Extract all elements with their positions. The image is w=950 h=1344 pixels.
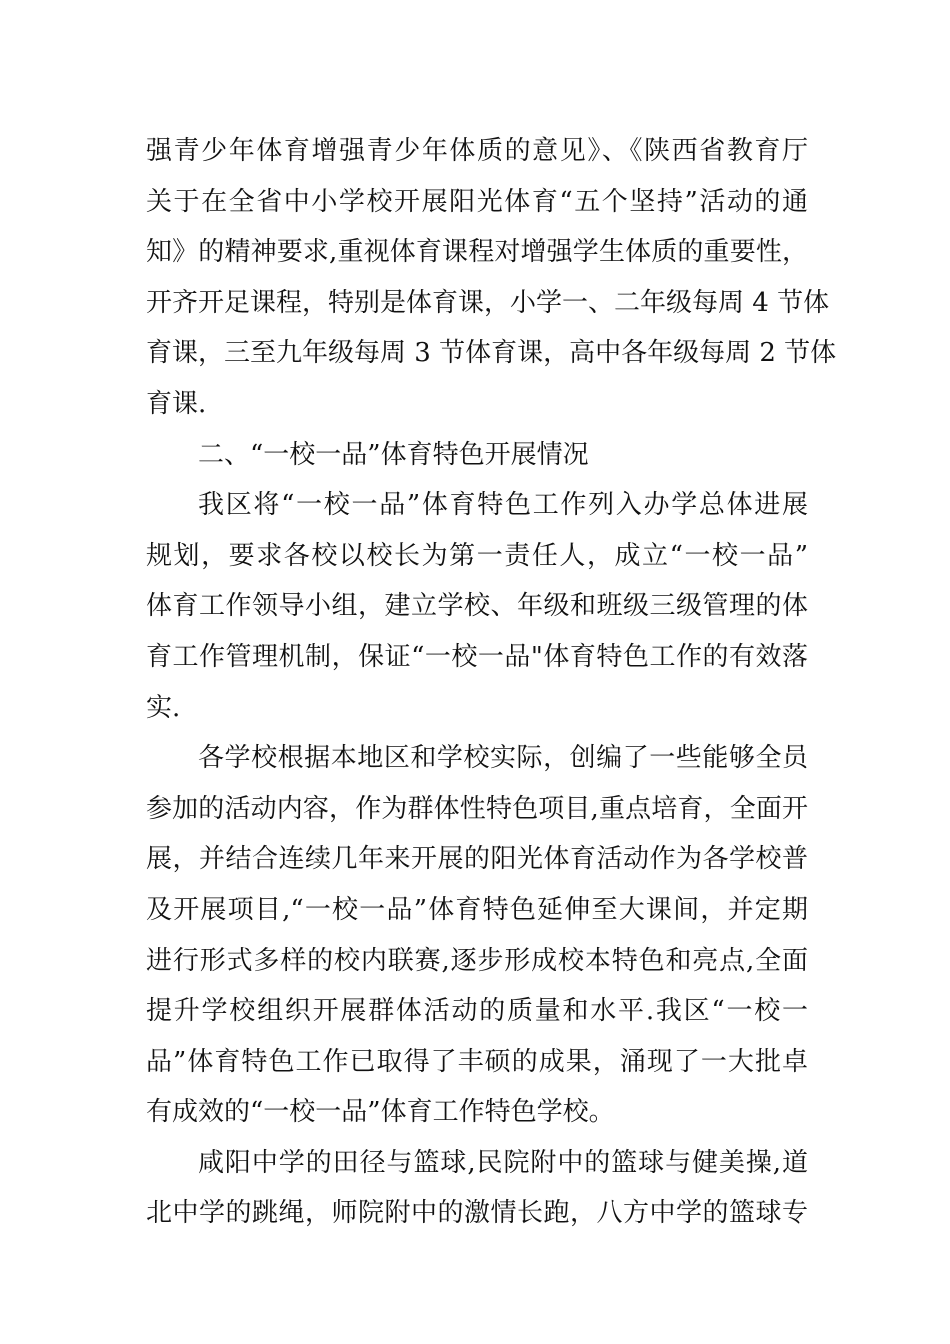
text-line: 参加的活动内容，作为群体性特色项目,重点培育，全面开	[146, 793, 808, 824]
text-line: 实.	[146, 692, 181, 723]
text-line: 育课.	[146, 388, 207, 419]
text-line: 进行形式多样的校内联赛,逐步形成校本特色和亮点,全面	[146, 945, 808, 976]
text-line: 提升学校组织开展群体活动的质量和水平.我区“一校一	[146, 996, 808, 1027]
text-line: 知》的精神要求,重视体育课程对增强学生体质的重要性，	[146, 237, 808, 268]
text-line: 展，并结合连续几年来开展的阳光体育活动作为各学校普	[146, 844, 808, 875]
text-line: 规划，要求各校以校长为第一责任人，成立“一校一品”	[146, 540, 808, 571]
text-line: 体育工作领导小组，建立学校、年级和班级三级管理的体	[146, 591, 808, 622]
text-line: 育课，三至九年级每周 3 节体育课，高中各年级每周 2 节体	[146, 338, 837, 369]
text-line: 及开展项目,“一校一品”体育特色延伸至大课间，并定期	[146, 894, 808, 925]
text-line: 各学校根据本地区和学校实际，创编了一些能够全员	[198, 743, 808, 774]
text-line: 开齐开足课程，特别是体育课，小学一、二年级每周 4 节体	[146, 287, 830, 318]
text-line: 育工作管理机制，保证“一校一品"体育特色工作的有效落	[146, 641, 808, 672]
text-line: 我区将“一校一品”体育特色工作列入办学总体进展	[198, 490, 808, 521]
text-line: 品”体育特色工作已取得了丰硕的成果，涌现了一大批卓	[146, 1046, 808, 1077]
text-line: 咸阳中学的田径与篮球,民院附中的篮球与健美操,道	[198, 1147, 808, 1178]
text-line: 北中学的跳绳，师院附中的激情长跑，八方中学的篮球专	[146, 1198, 808, 1229]
document-body	[146, 126, 837, 1239]
text-line: 关于在全省中小学校开展阳光体育“五个坚持”活动的通	[146, 186, 808, 217]
text-line: 强青少年体育增强青少年体质的意见》、《陕西省教育厅	[146, 136, 808, 166]
text-line: 有成效的“一校一品”体育工作特色学校。	[146, 1097, 615, 1128]
section-heading: 二、“一校一品”体育特色开展情况	[198, 439, 589, 470]
